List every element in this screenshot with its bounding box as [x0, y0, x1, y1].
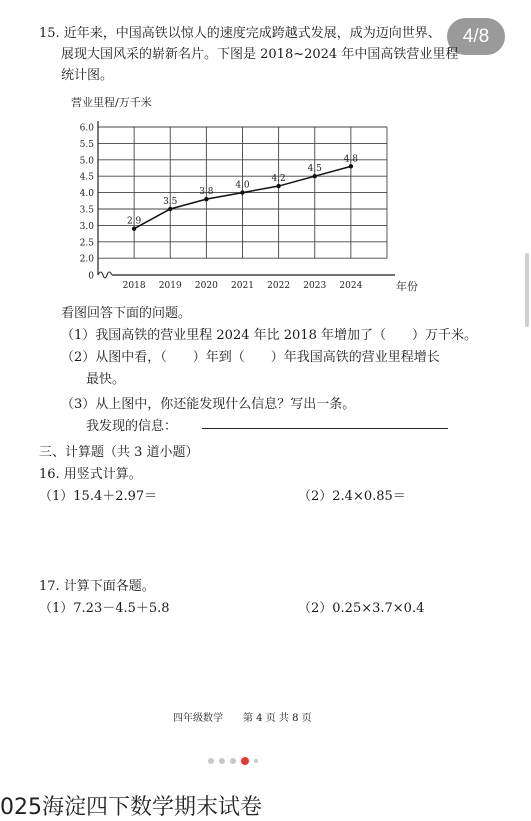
data-point — [240, 190, 244, 194]
question-16-part-2: （2）2.4×0.85＝ — [298, 489, 406, 504]
page-dot[interactable] — [254, 759, 258, 763]
page-dot[interactable] — [219, 758, 225, 764]
answer-blank-line — [202, 428, 448, 429]
questions-intro: 看图回答下面的问题。 — [61, 306, 192, 321]
page-dot[interactable] — [230, 758, 236, 764]
question-15-part-2-line-2: 最快。 — [86, 372, 126, 387]
data-label: 3.8 — [199, 187, 214, 198]
y-tick-label: 5.0 — [79, 156, 94, 167]
data-label: 3.5 — [163, 197, 178, 207]
page-indicator — [208, 757, 258, 765]
question-15-line-3: 统计图。 — [61, 68, 114, 83]
page-footer: 四年级数学 第 4 页 共 8 页 — [173, 713, 312, 724]
chart-y-axis-label: 营业里程/万千米 — [71, 96, 152, 109]
x-tick-label: 2021 — [231, 281, 254, 291]
y-tick-label: 3.5 — [79, 205, 94, 216]
data-point — [276, 184, 280, 188]
x-tick-label: 2020 — [194, 281, 218, 291]
data-point — [349, 164, 353, 168]
answer-label: 我发现的信息： — [86, 419, 178, 434]
y-tick-label: 6.0 — [79, 123, 94, 134]
page-dot[interactable] — [208, 758, 214, 764]
y-tick-label: 0 — [88, 271, 94, 282]
data-label: 2.9 — [126, 216, 142, 227]
data-point — [132, 226, 136, 230]
question-17-part-2: （2）0.25×3.7×0.4 — [298, 601, 425, 616]
y-tick-label: 4.0 — [79, 189, 94, 200]
y-tick-label: 5.5 — [79, 139, 94, 150]
question-17-part-1: （1）7.23－4.5＋5.8 — [39, 601, 170, 616]
page-dot-active[interactable] — [241, 757, 249, 765]
x-tick-label: 2023 — [303, 281, 327, 291]
x-tick-label: 2018 — [122, 281, 146, 291]
question-15-line-1: 15. 近年来，中国高铁以惊人的速度完成跨越式发展，成为迈向世界、 — [39, 26, 441, 41]
x-tick-label: 2024 — [339, 281, 363, 291]
data-point — [313, 174, 317, 178]
section-3-heading: 三、计算题（共 3 道小题） — [39, 445, 199, 460]
data-point — [204, 197, 208, 201]
data-label: 4.5 — [307, 164, 322, 175]
document-title: 025海淀四下数学期末试卷 — [0, 795, 262, 820]
question-16-title: 16. 用竖式计算。 — [39, 467, 142, 482]
y-tick-label: 2.0 — [79, 254, 94, 265]
data-label: 4.0 — [235, 180, 250, 191]
question-17-title: 17. 计算下面各题。 — [39, 579, 155, 594]
question-16-part-1: （1）15.4＋2.97＝ — [39, 489, 158, 504]
data-label: 4.2 — [271, 174, 286, 185]
y-tick-label: 4.5 — [79, 172, 94, 183]
axis-break-mark — [98, 272, 112, 278]
question-15-part-3: （3）从上图中，你还能发现什么信息？写出一条。 — [61, 397, 356, 412]
y-tick-label: 2.5 — [79, 238, 94, 249]
x-tick-label: 2022 — [267, 281, 291, 291]
chart-x-axis-label: 年份 — [396, 280, 418, 293]
question-15-part-1: （1）我国高铁的营业里程 2024 年比 2018 年增加了（ ）万千米。 — [61, 328, 477, 343]
data-label: 4.8 — [343, 154, 359, 165]
page-counter-badge: 4/8 — [447, 18, 505, 55]
y-tick-label: 3.0 — [79, 221, 94, 232]
question-15-part-2-line-1: （2）从图中看，（ ）年到（ ）年我国高铁的营业里程增长 — [61, 350, 440, 365]
x-tick-label: 2019 — [158, 281, 182, 291]
data-point — [168, 207, 172, 211]
question-15-line-2: 展现大国风采的崭新名片。下图是 2018~2024 年中国高铁营业里程 — [61, 47, 459, 62]
